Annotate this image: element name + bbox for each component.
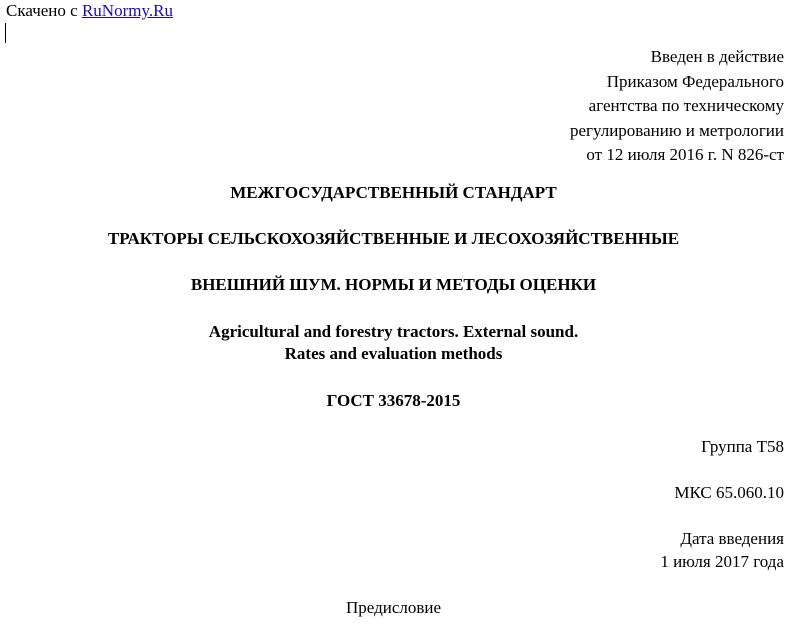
enactment-line: агентства по техническому	[588, 96, 784, 115]
introduction-date-label: Дата введения	[680, 529, 784, 548]
introduction-date-value: 1 июля 2017 года	[660, 552, 784, 571]
download-source-note	[6, 1, 173, 21]
classification-group: Группа Т58	[701, 437, 784, 456]
standard-code: ГОСТ 33678-2015	[326, 391, 461, 410]
download-source-prefix: Скачено с	[6, 1, 82, 20]
enactment-block	[570, 45, 784, 168]
enactment-line: регулированию и метрологии	[569, 120, 784, 140]
title-ru-line2: ВНЕШНИЙ ШУМ. НОРМЫ И МЕТОДЫ ОЦЕНКИ	[190, 275, 597, 294]
enactment-line: от 12 июля 2016 г. N 826-ст	[586, 145, 784, 164]
title-en-line2: Rates and evaluation methods	[284, 344, 503, 363]
enactment-line: Приказом Федерального	[606, 71, 784, 91]
section-title-foreword: Предисловие	[345, 598, 442, 617]
title-en-line1: Agricultural and forestry tractors. External sound.	[208, 322, 579, 341]
standard-type-heading: МЕЖГОСУДАРСТВЕННЫЙ СТАНДАРТ	[230, 183, 557, 202]
text-cursor	[5, 23, 6, 43]
enactment-line: Введен в действие	[650, 47, 784, 66]
runormy-link[interactable]: RuNormy.Ru	[81, 1, 173, 20]
mks-code: МКС 65.060.10	[674, 483, 784, 502]
title-ru-line1: ТРАКТОРЫ СЕЛЬСКОХОЗЯЙСТВЕННЫЕ И ЛЕСОХОЗЯЙСТВЕННЫЕ	[107, 229, 680, 248]
